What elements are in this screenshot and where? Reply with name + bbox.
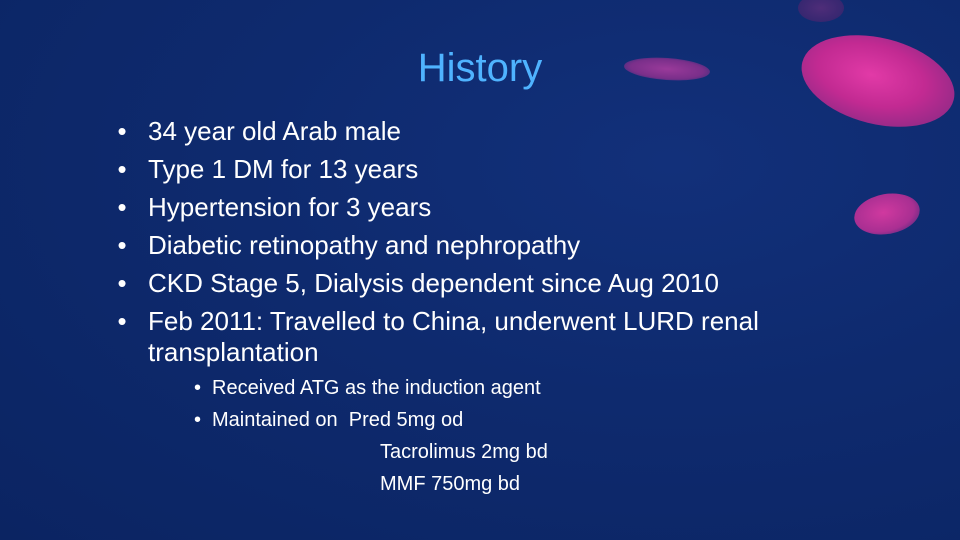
bullet-icon: •: [117, 192, 127, 222]
sub-bullet-item: • Received ATG as the induction agent: [194, 372, 794, 404]
bullet-item: • 34 year old Arab male: [112, 112, 852, 150]
slide-title: History: [417, 46, 543, 90]
bullet-item: • Hypertension for 3 years: [112, 188, 852, 226]
medication-line: Tacrolimus 2mg bd: [380, 441, 548, 463]
bullet-list: [112, 112, 852, 368]
sub-bullet-list: [194, 372, 794, 436]
bullet-item: • Type 1 DM for 13 years: [112, 150, 852, 188]
bullet-icon: •: [117, 306, 127, 336]
bullet-item: • CKD Stage 5, Dialysis dependent since Aug 2010: [112, 264, 852, 302]
decorative-blob: [798, 0, 844, 22]
medication-line: MMF 750mg bd: [380, 473, 521, 495]
bullet-icon: •: [117, 230, 127, 260]
bullet-icon: •: [194, 409, 202, 431]
bullet-icon: •: [117, 154, 127, 184]
bullet-item: • Diabetic retinopathy and nephropathy: [112, 226, 852, 264]
decorative-blob: [851, 189, 923, 240]
bullet-icon: •: [194, 377, 202, 399]
bullet-icon: •: [117, 116, 127, 146]
bullet-item: • Feb 2011: Travelled to China, underwent LURD renal transplantation: [112, 302, 852, 368]
sub-bullet-item: • Maintained on Pred 5mg od: [194, 404, 794, 436]
bullet-icon: •: [117, 268, 127, 298]
